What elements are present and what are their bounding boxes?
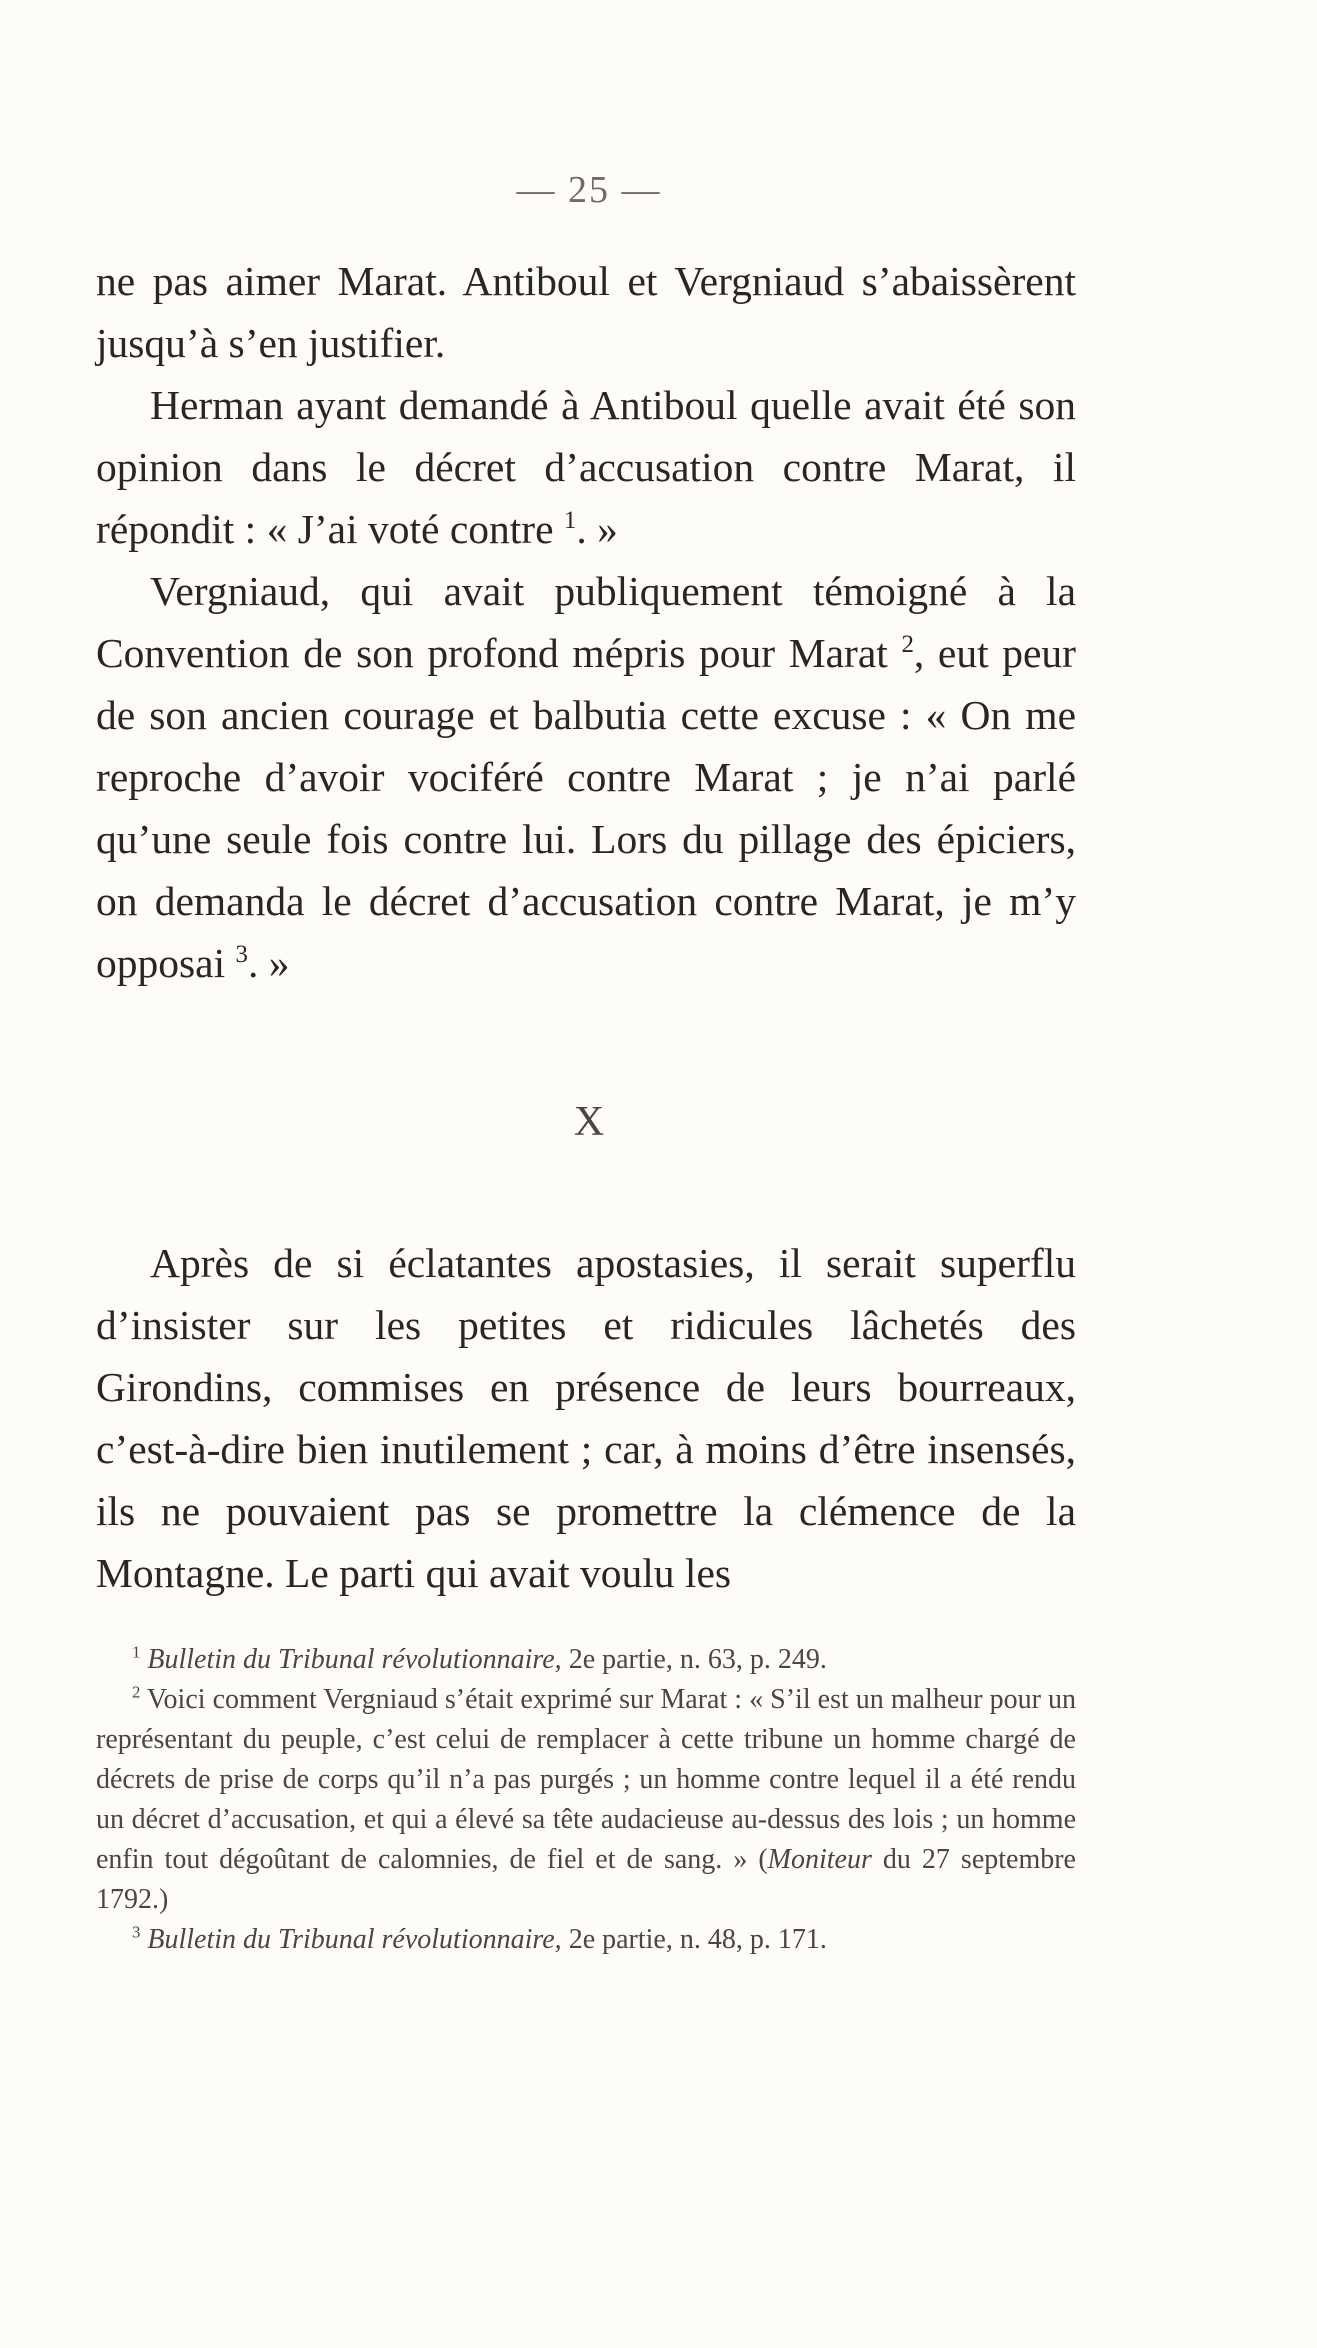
body-text xyxy=(96,250,1076,994)
footnote-3 xyxy=(96,1920,1076,1960)
paragraph-1: ne pas aimer Marat. Antiboul et Vergniaud s’abaissèrent jusqu’à s’en justifier. xyxy=(96,258,1076,366)
footnote-ref-1: 1 xyxy=(563,507,577,535)
paragraph-3-text-b: , eut peur de son ancien courage et balbutia cette excuse : « On me reproche d’avoir vociféré contre Marat ; je n’ai parlé qu’une seule fois contre lui. Lors du pillage des épiciers, on demanda le décret d’accusation contre Marat, je m’y opposai xyxy=(96,630,1076,986)
paragraph-2-text-a: Herman ayant demandé à Antiboul quelle avait été son opinion dans le décret d’accusation contre Marat, il répondit : « J’ai voté contre xyxy=(96,382,1076,552)
footnote-2-text-a: Voici comment Vergniaud s’était exprimé sur Marat : « S’il est un malheur pour un représentant du peuple, c’est celui de remplacer à cette tribune un homme chargé de décrets de prise de corps qu’il n’a pas purgés ; un homme contre lequel il a été rendu un décret d’accusation, et qui a élevé sa tête audacieuse au-dessus des lois ; un homme enfin tout dégoûtant de calomnies, de fiel et de sang. » ( xyxy=(96,1684,1076,1875)
section-heading: X xyxy=(573,1099,605,1145)
footnote-2-source: Moniteur xyxy=(767,1844,872,1875)
footnote-2 xyxy=(96,1680,1076,1920)
footnote-2-text-b: du 27 septembre 1792.) xyxy=(96,1844,1076,1915)
section-paragraph-1: Après de si éclatantes apostasies, il serait superflu d’insister sur les petites et ridicules lâchetés des Girondins, commises en présence de leurs bourreaux, c’est-à-dire bien inutilement ; car, à moins d’être insensés, ils ne pouvaient pas se promettre la clémence de la Montagne. Le parti qui avait voulu les xyxy=(96,1240,1076,1596)
paragraph-3-text-c: . » xyxy=(247,940,290,986)
footnote-1-rest: 2e partie, n. 63, p. 249. xyxy=(561,1644,827,1675)
footnotes xyxy=(96,1640,1076,1960)
page-number: — 25 — xyxy=(516,169,662,211)
footnote-ref-2: 2 xyxy=(901,631,914,659)
footnote-3-rest: 2e partie, n. 48, p. 171. xyxy=(561,1924,827,1955)
footnote-1-mark: 1 xyxy=(132,1642,141,1662)
paragraph-3 xyxy=(96,560,1076,994)
footnote-1-source: Bulletin du Tribunal révolutionnaire, xyxy=(147,1644,562,1675)
paragraph-3-text-a: Vergniaud, qui avait publiquement témoigné à la Convention de son profond mépris pour Marat xyxy=(96,568,1076,676)
footnote-2-mark: 2 xyxy=(132,1682,141,1702)
section-body-text xyxy=(96,1232,1076,1604)
paragraph-2-text-b: . » xyxy=(576,506,618,552)
footnote-3-mark: 3 xyxy=(132,1922,141,1942)
footnote-1 xyxy=(96,1640,1076,1680)
paragraph-2 xyxy=(96,374,1076,560)
footnote-3-source: Bulletin du Tribunal révolutionnaire, xyxy=(147,1924,562,1955)
footnote-ref-3: 3 xyxy=(235,941,248,969)
